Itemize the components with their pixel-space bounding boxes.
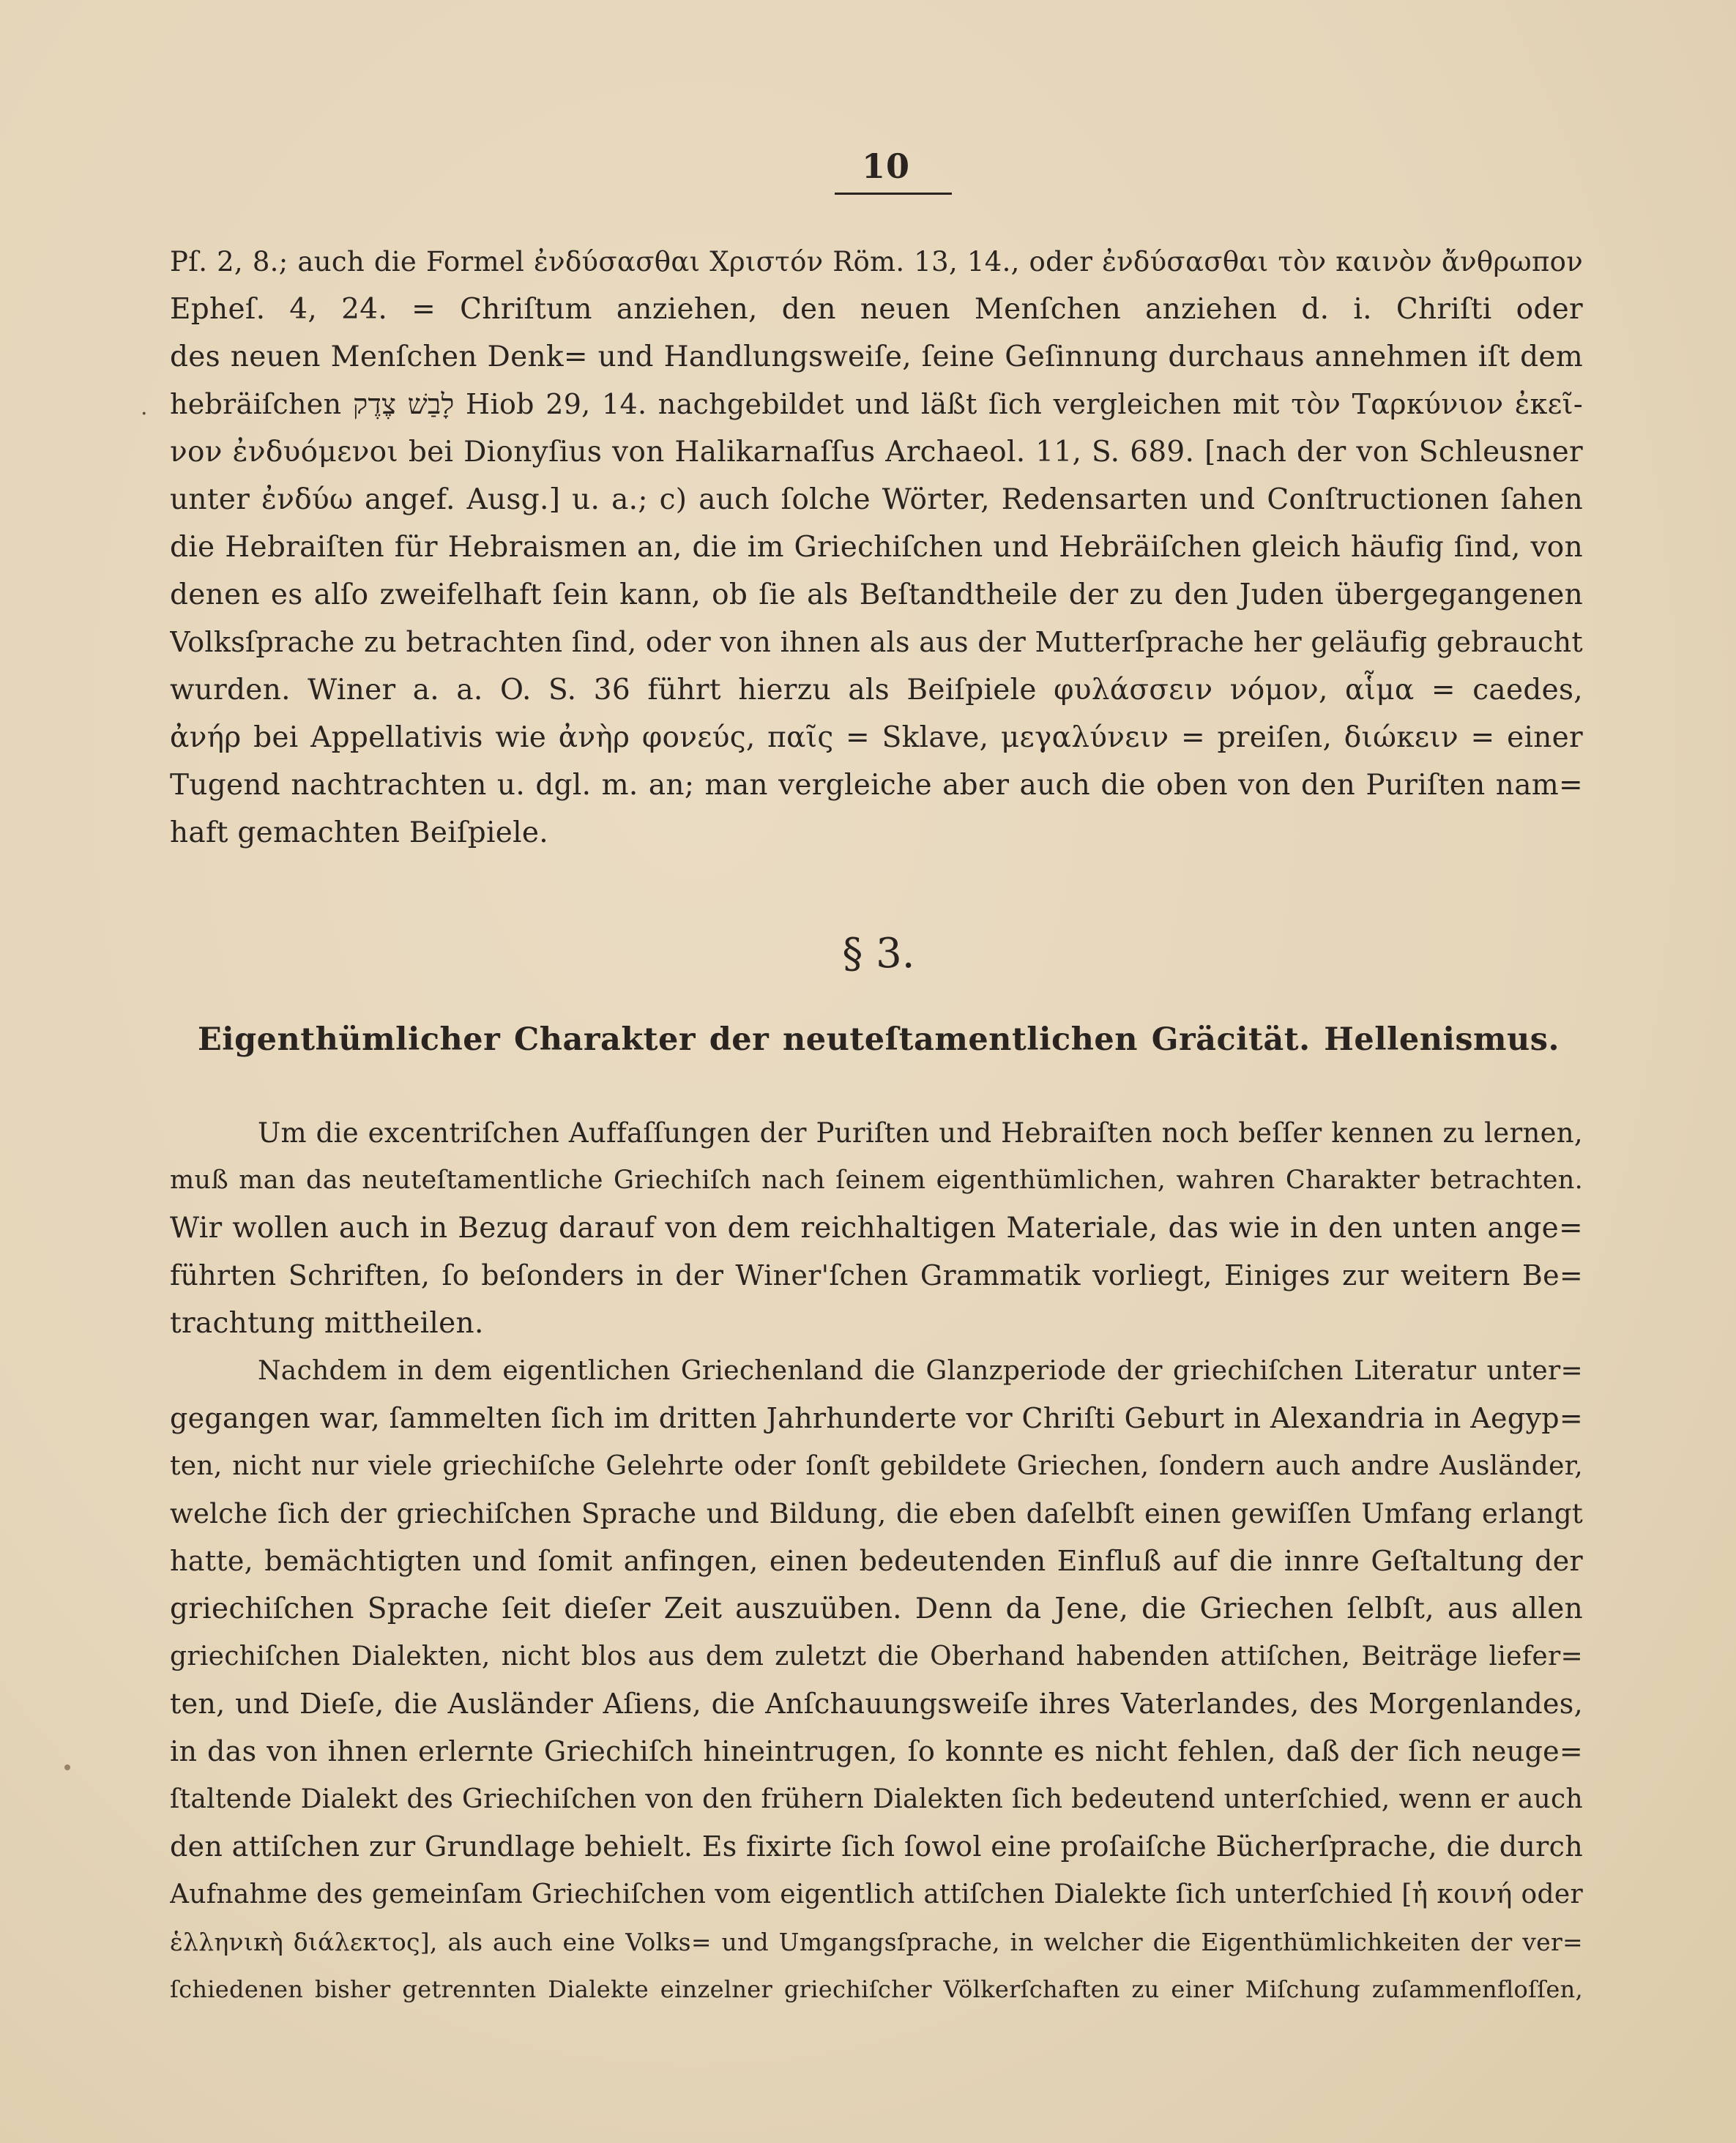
text-line: Um die excentriſchen Auffaſſungen der Puriſten und Hebraiſten noch beſſer kennen zu lernen, bbox=[258, 1117, 1583, 1149]
text-line: gegangen war, ſammelten ſich im dritten Jahrhunderte vor Chriſti Geburt in Alexandria in Aegyp= bbox=[170, 1402, 1583, 1434]
text-line: Tugend nachtrachten u. dgl. m. an; man vergleiche aber auch die oben von den Puriſten nam= bbox=[170, 769, 1583, 802]
continued-paragraph bbox=[170, 238, 1583, 857]
text-line: haft gemachten Beiſpiele. bbox=[170, 816, 548, 849]
text-line: führten Schriften, ſo beſonders in der Winer'ſchen Grammatik vorliegt, Einiges zur weitern Be= bbox=[170, 1259, 1583, 1292]
text-line: ſchiedenen bisher getrennten Dialekte einzelner griechiſcher Völkerſchaften zu einer Miſchung zuſammenfloſſen, bbox=[170, 1975, 1583, 2003]
text-line: griechiſchen Sprache ſeit dieſer Zeit auszuüben. Denn da Jene, die Griechen ſelbſt, aus allen bbox=[170, 1592, 1583, 1625]
paper-speck bbox=[64, 1764, 70, 1770]
text-line: in das von ihnen erlernte Griechiſch hineintrugen, ſo konnte es nicht fehlen, daß der ſich neuge= bbox=[170, 1735, 1583, 1767]
page-number-rule bbox=[835, 193, 952, 195]
text-line: hatte, bemächtigten und ſomit anfingen, einen bedeutenden Einfluß auf die innre Geſtaltung der bbox=[170, 1545, 1583, 1577]
text-line: des neuen Menſchen Denk= und Handlungsweiſe, ſeine Geſinnung durchaus annehmen iſt dem bbox=[170, 340, 1583, 373]
text-line: ſtaltende Dialekt des Griechiſchen von den frühern Dialekten ſich bedeutend unterſchied, wenn er auch bbox=[170, 1784, 1583, 1814]
text-line: die Hebraiſten für Hebraismen an, die im Griechiſchen und Hebräiſchen gleich häufig ſind, von bbox=[170, 531, 1583, 564]
text-line: welche ſich der griechiſchen Sprache und Bildung, die eben daſelbſt einen gewiſſen Umfang erlangt bbox=[170, 1498, 1583, 1529]
text-line: ἀνήρ bei Appellativis wie ἀνὴρ φονεύς, παῖς = Sklave, μεγαλύνειν = preiſen, διώκειν = einer bbox=[170, 721, 1583, 754]
text-line: trachtung mittheilen. bbox=[170, 1307, 484, 1340]
text-line: Wir wollen auch in Bezug darauf von dem reichhaltigen Materiale, das wie in den unten ange= bbox=[170, 1212, 1583, 1245]
text-line: Nachdem in dem eigentlichen Griechenland die Glanzperiode der griechiſchen Literatur unter= bbox=[258, 1356, 1583, 1386]
text-line: denen es alſo zweifelhaft ſein kann, ob ſie als Beſtandtheile der zu den Juden übergegangenen bbox=[170, 578, 1583, 611]
section-body bbox=[170, 1109, 1583, 2013]
text-line: ten, und Dieſe, die Ausländer Aſiens, die Anſchauungsweiſe ihres Vaterlandes, des Morgenlandes, bbox=[170, 1688, 1583, 1720]
text-line: muß man das neuteſtamentliche Griechiſch nach ſeinem eigenthümlichen, wahren Charakter betrachten. bbox=[170, 1166, 1583, 1195]
text-line: νον ἐνδυόμενοι bei Dionyſius von Halikarnaſſus Archaeol. 11, S. 689. [nach der von Schleusner bbox=[170, 436, 1583, 469]
text-line: ten, nicht nur viele griechiſche Gelehrte oder ſonſt gebildete Griechen, ſondern auch andre Ausländer, bbox=[170, 1451, 1583, 1481]
text-line: ἑλληνικὴ διάλεκτος], als auch eine Volks= und Umgangsſprache, in welcher die Eigenthümlichkeiten der ver= bbox=[170, 1928, 1583, 1956]
section-title: Eigenthümlicher Charakter der neuteſtamentlichen Gräcität. Hellenismus. bbox=[198, 1021, 1560, 1058]
page-number: 10 bbox=[861, 146, 910, 186]
text-line: den attiſchen zur Grundlage behielt. Es fixirte ſich ſowol eine proſaiſche Bücherſprache, die durch bbox=[170, 1830, 1583, 1863]
margin-mark: · bbox=[141, 401, 148, 427]
section-sign: § 3. bbox=[842, 930, 915, 977]
text-line: Epheſ. 4, 24. = Chriſtum anziehen, den neuen Menſchen anziehen d. i. Chriſti oder bbox=[170, 293, 1583, 326]
text-line: Volksſprache zu betrachten ſind, oder von ihnen als aus der Mutterſprache her geläufig gebraucht bbox=[170, 626, 1583, 658]
text-line: Pſ. 2, 8.; auch die Formel ἐνδύσασθαι Χριστόν Röm. 13, 14., oder ἐνδύσασθαι τὸν καινὸν ἄνθρωπον bbox=[170, 246, 1583, 277]
text-line: hebräiſchen לָבַשׁ צֶדֶק Hiob 29, 14. nachgebildet und läßt ſich vergleichen mit τὸν Ταρκύνιον ἐκεῖ- bbox=[170, 388, 1583, 420]
text-line: unter ἐνδύω angef. Ausg.] u. a.; c) auch ſolche Wörter, Redensarten und Conſtructionen ſahen bbox=[170, 483, 1583, 516]
text-line: Aufnahme des gemeinſam Griechiſchen vom eigentlich attiſchen Dialekte ſich unterſchied [ἡ κοινή oder bbox=[170, 1879, 1583, 1909]
text-line: wurden. Winer a. a. O. S. 36 führt hierzu als Beiſpiele φυλάσσειν νόμον, αἷμα = caedes, bbox=[170, 674, 1583, 707]
text-line: griechiſchen Dialekten, nicht blos aus dem zuletzt die Oberhand habenden attiſchen, Beiträge liefer= bbox=[170, 1641, 1583, 1671]
